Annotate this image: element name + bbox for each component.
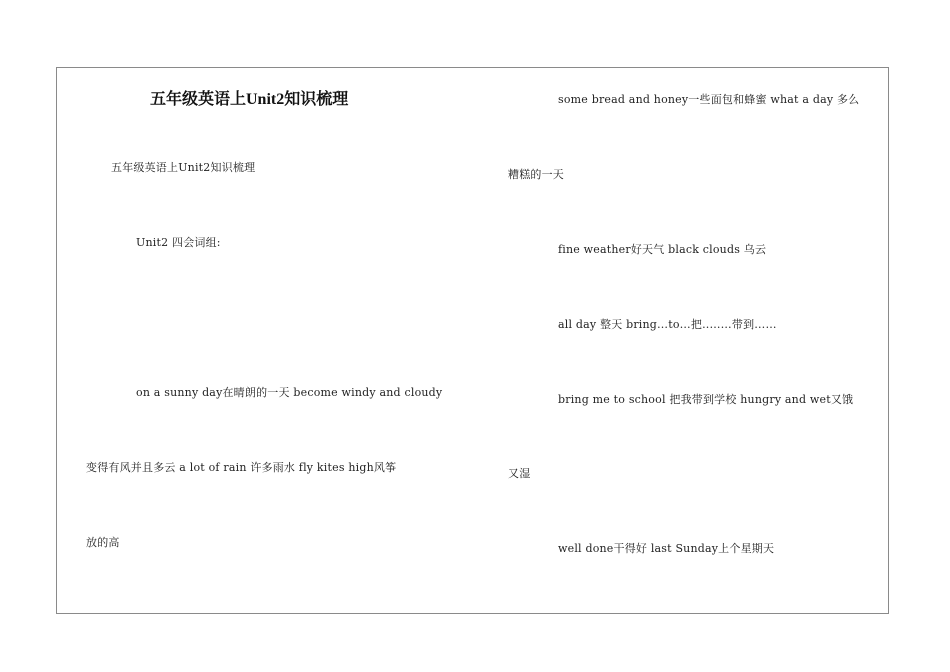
text-line: 放的高 <box>86 536 120 549</box>
text-line: all day 整天 bring…to…把..……带到…… <box>558 318 777 331</box>
text-line: 糟糕的一天 <box>508 168 564 181</box>
text-line: fine weather好天气 black clouds 乌云 <box>558 243 767 256</box>
text-line: some bread and honey一些面包和蜂蜜 what a day 多么 <box>558 93 860 106</box>
section-heading: Unit2 四会词组: <box>136 236 221 249</box>
text-line: on a sunny day在晴朗的一天 become windy and cloudy <box>136 386 443 399</box>
text-line: well done干得好 last Sunday上个星期天 <box>558 542 775 555</box>
text-line: 变得有风并且多云 a lot of rain 许多雨水 fly kites high风筝 <box>86 461 397 474</box>
subtitle-line: 五年级英语上Unit2知识梳理 <box>111 161 256 174</box>
text-line: 又湿 <box>508 467 531 480</box>
page-frame <box>56 67 889 614</box>
text-line: bring me to school 把我带到学校 hungry and wet又饿 <box>558 393 854 406</box>
document-title: 五年级英语上Unit2知识梳理 <box>150 91 349 108</box>
